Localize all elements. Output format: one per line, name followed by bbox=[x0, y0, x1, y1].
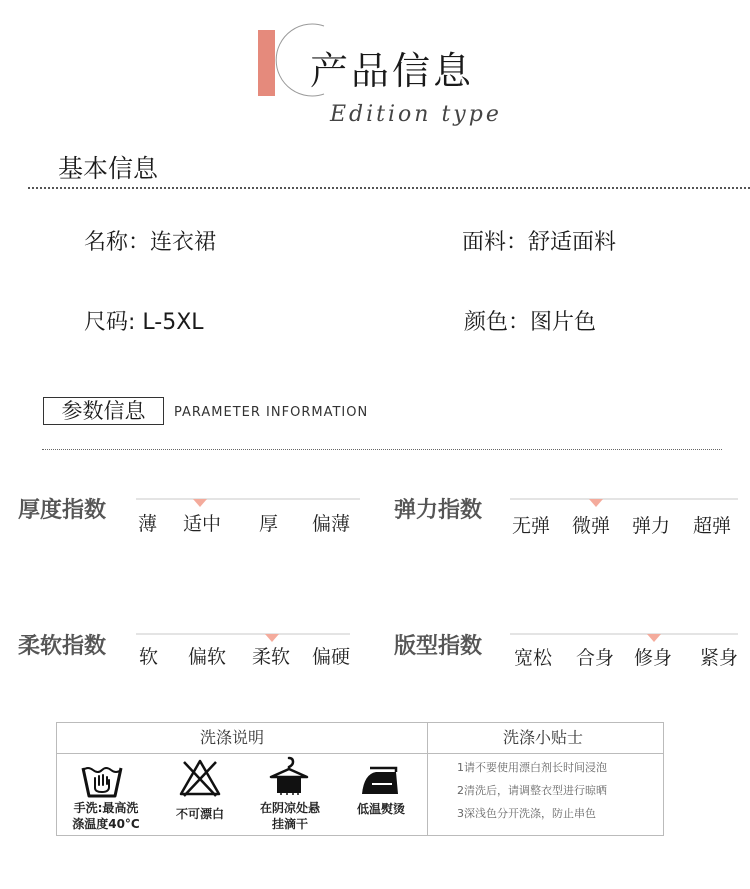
softness-selected-marker bbox=[265, 634, 279, 642]
thickness-option: 厚 bbox=[259, 513, 279, 535]
no-bleach-icon bbox=[178, 758, 222, 798]
elasticity-option: 无弹 bbox=[512, 515, 551, 537]
care-tips-title: 洗涤小贴士 bbox=[503, 728, 584, 747]
care-tip: 3深浅色分开洗涤，防止串色 bbox=[457, 807, 596, 820]
fit-index-track bbox=[510, 633, 738, 635]
no-bleach-label: 不可漂白 bbox=[175, 807, 224, 821]
low-iron-icon bbox=[358, 760, 402, 800]
page-subtitle: Edition type bbox=[330, 102, 502, 127]
care-instructions-title: 洗涤说明 bbox=[200, 728, 265, 747]
softness-option: 偏软 bbox=[188, 646, 227, 668]
softness-option: 偏硬 bbox=[312, 646, 351, 668]
product-color: 颜色：图片色 bbox=[464, 310, 597, 335]
elasticity-selected-marker bbox=[589, 499, 603, 507]
elasticity-index-track bbox=[510, 498, 738, 500]
basic-info-title: 基本信息 bbox=[58, 154, 159, 183]
fit-option: 宽松 bbox=[514, 647, 553, 669]
product-size: 尺码: L-5XL bbox=[84, 310, 204, 335]
param-info-title: 参数信息 bbox=[43, 397, 164, 425]
thickness-option: 薄 bbox=[138, 513, 158, 535]
hang-dry-label: 在阴凉处悬 挂滴干 bbox=[259, 801, 320, 831]
care-tip: 1请不要使用漂白剂长时间浸泡 bbox=[457, 761, 607, 774]
softness-index-label: 柔软指数 bbox=[18, 634, 107, 659]
fit-option: 紧身 bbox=[700, 647, 739, 669]
softness-index-track bbox=[136, 633, 350, 635]
care-tip: 2清洗后，请调整衣型进行晾晒 bbox=[457, 784, 607, 797]
elasticity-option: 超弹 bbox=[693, 515, 732, 537]
softness-option: 软 bbox=[139, 646, 159, 668]
care-table-column-divider bbox=[427, 722, 428, 836]
param-info-divider bbox=[42, 449, 722, 450]
care-table-header-divider bbox=[56, 753, 664, 754]
product-fabric: 面料：舒适面料 bbox=[462, 230, 617, 255]
param-info-en: PARAMETER INFORMATION bbox=[174, 405, 369, 420]
fit-index-label: 版型指数 bbox=[394, 634, 483, 659]
thickness-index-label: 厚度指数 bbox=[18, 498, 107, 523]
hand-wash-label: 手洗:最高洗 涤温度40°C bbox=[72, 801, 140, 831]
thickness-selected-marker bbox=[193, 499, 207, 507]
thickness-index-track bbox=[136, 498, 360, 500]
hang-dry-icon bbox=[267, 755, 311, 795]
basic-info-divider bbox=[28, 187, 750, 189]
elasticity-option: 微弹 bbox=[572, 515, 611, 537]
hand-wash-icon bbox=[80, 760, 124, 800]
fit-option: 合身 bbox=[576, 647, 615, 669]
fit-selected-marker bbox=[647, 634, 661, 642]
elasticity-option: 弹力 bbox=[632, 515, 671, 537]
fit-option: 修身 bbox=[634, 647, 673, 669]
low-iron-label: 低温熨烫 bbox=[356, 802, 405, 816]
thickness-option: 适中 bbox=[183, 513, 222, 535]
softness-option: 柔软 bbox=[252, 646, 291, 668]
thickness-option: 偏薄 bbox=[312, 513, 351, 535]
product-name: 名称：连衣裙 bbox=[84, 230, 217, 255]
elasticity-index-label: 弹力指数 bbox=[394, 498, 483, 523]
page-title: 产品信息 bbox=[310, 49, 475, 93]
